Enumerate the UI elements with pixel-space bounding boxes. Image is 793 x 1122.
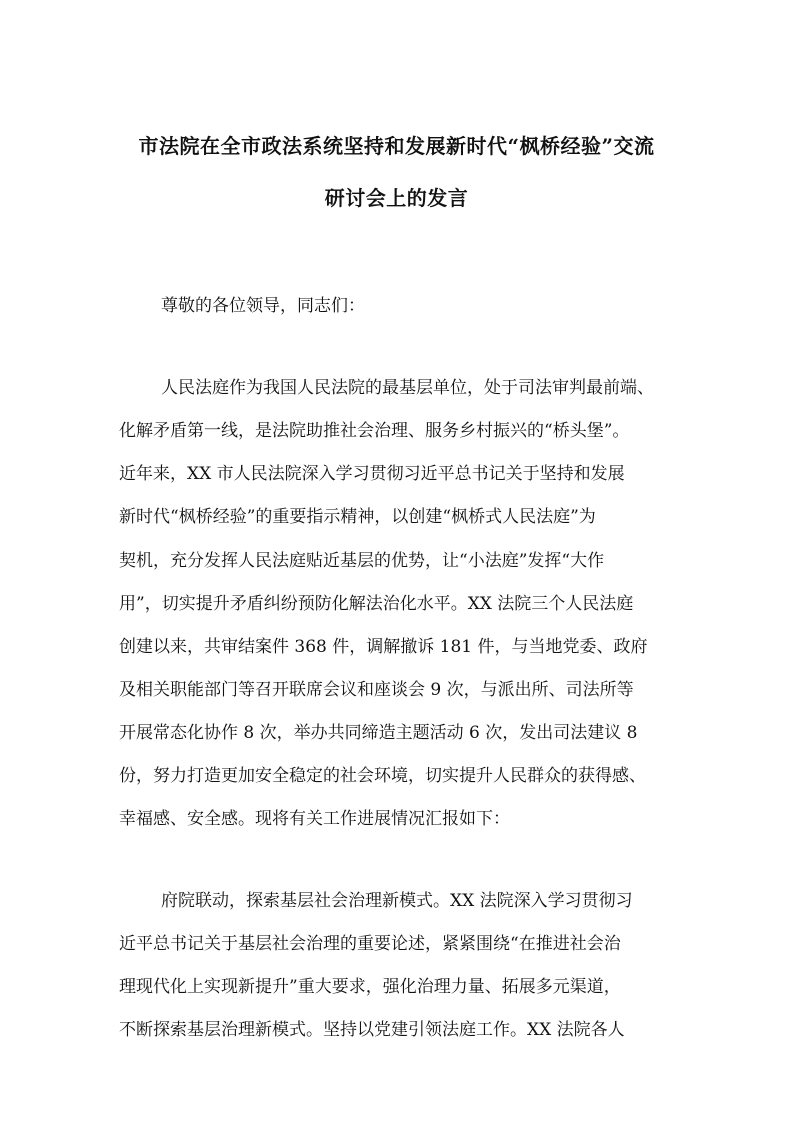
paragraph-1-line: 人民法庭作为我国人民法院的最基层单位，处于司法审判最前端、	[161, 378, 654, 398]
paragraph-2-line: 府院联动，探索基层社会治理新模式。XX 法院深入学习贯彻习	[161, 891, 633, 911]
document-title-line-1: 市法院在全市政法系统坚持和发展新时代“枫桥经验”交流	[138, 134, 655, 158]
paragraph-1-line: 份，努力打造更加安全稳定的社会环境，切实提升人民群众的获得感、	[119, 766, 646, 786]
document-title-line-2: 研讨会上的发言	[324, 186, 469, 210]
paragraph-1-line: 开展常态化协作 8 次，举办共同缔造主题活动 6 次，发出司法建议 8	[119, 723, 638, 743]
paragraph-1-line: 创建以来，共审结案件 368 件，调解撤诉 181 件，与当地党委、政府	[119, 637, 648, 657]
salutation: 尊敬的各位领导，同志们：	[161, 296, 365, 316]
paragraph-1-line: 用”，切实提升矛盾纠纷预防化解法治化水平。XX 法院三个人民法庭	[119, 594, 634, 614]
paragraph-1-line: 化解矛盾第一线，是法院助推社会治理、服务乡村振兴的“桥头堡”。	[119, 421, 630, 441]
paragraph-1-line: 契机，充分发挥人民法庭贴近基层的优势，让“小法庭”发挥“大作	[119, 551, 605, 571]
paragraph-1-line: 幸福感、安全感。现将有关工作进展情况汇报如下：	[119, 809, 510, 829]
paragraph-2-line: 近平总书记关于基层社会治理的重要论述，紧紧围绕“在推进社会治	[119, 934, 621, 954]
paragraph-2-line: 理现代化上实现新提升”重大要求，强化治理力量、拓展多元渠道，	[119, 977, 621, 997]
paragraph-1-line: 及相关职能部门等召开联席会议和座谈会 9 次，与派出所、司法所等	[119, 680, 634, 700]
paragraph-2-line: 不断探索基层治理新模式。坚持以党建引领法庭工作。XX 法院各人	[119, 1020, 625, 1040]
paragraph-1-line: 新时代“枫桥经验”的重要指示精神，以创建“枫桥式人民法庭”为	[119, 507, 596, 527]
paragraph-1-line: 近年来，XX 市人民法院深入学习贯彻习近平总书记关于坚持和发展	[119, 464, 625, 484]
